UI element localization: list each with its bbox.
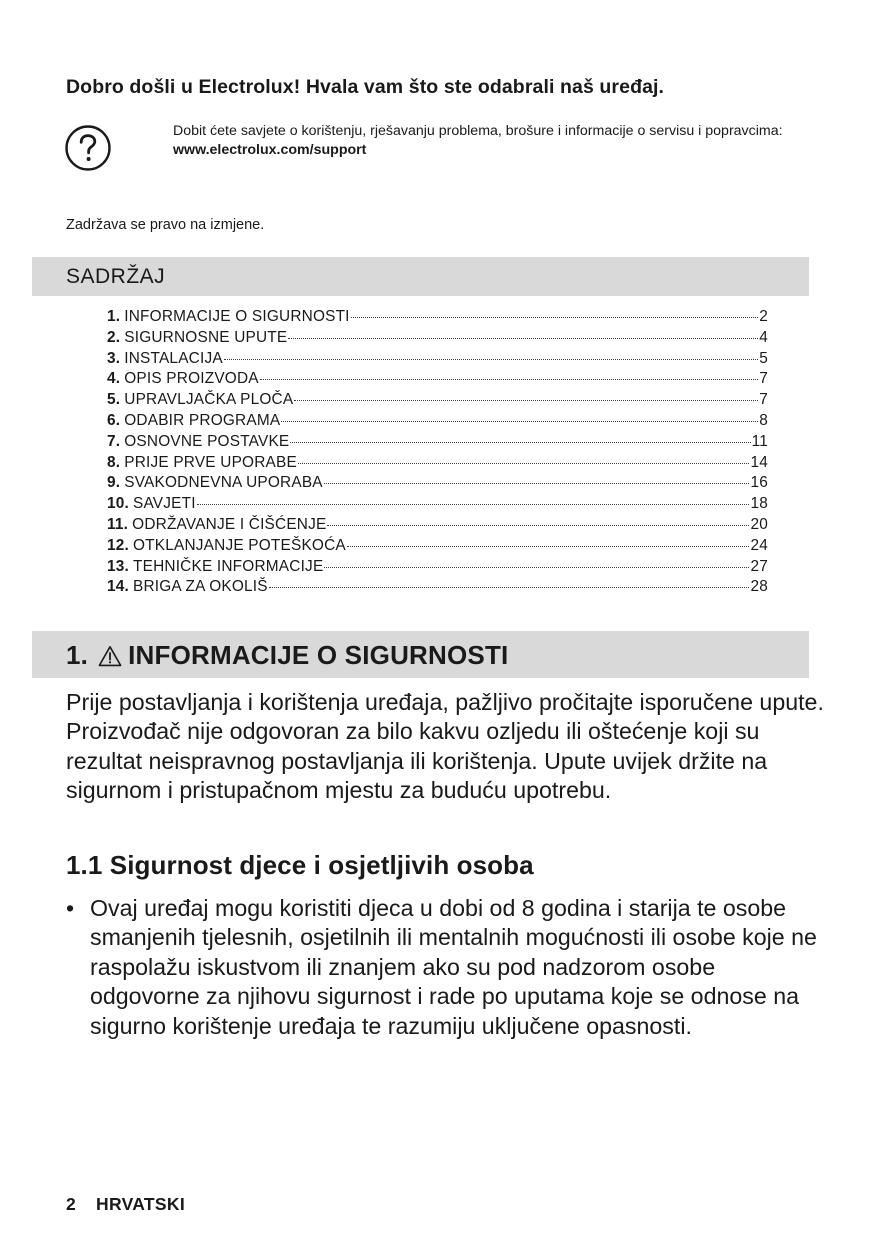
toc-dot-leader <box>324 483 750 484</box>
section-1-header-band <box>32 631 809 678</box>
toc-dot-leader <box>347 546 750 547</box>
toc-item[interactable] <box>107 308 768 329</box>
toc-dot-leader <box>351 317 759 318</box>
toc-item-label: OTKLANJANJE POTEŠKOĆA <box>133 536 346 554</box>
page-footer <box>66 1194 185 1215</box>
bullet-item <box>66 894 826 1041</box>
toc-item[interactable] <box>107 516 768 537</box>
toc-item-label: TEHNIČKE INFORMACIJE <box>133 557 324 575</box>
toc-item-page: 24 <box>750 536 768 554</box>
toc-dot-leader <box>224 359 758 360</box>
toc-item-page: 14 <box>750 453 768 471</box>
toc-item-label: OPIS PROIZVODA <box>124 370 259 388</box>
toc-item-number: 8. <box>107 453 121 471</box>
toc-item-page: 28 <box>750 578 768 596</box>
toc-item[interactable] <box>107 370 768 391</box>
toc-item-label: OSNOVNE POSTAVKE <box>124 432 290 450</box>
toc-item[interactable] <box>107 350 768 371</box>
toc-dot-leader <box>269 587 750 588</box>
toc-item[interactable] <box>107 454 768 475</box>
toc-item-label: SIGURNOSNE UPUTE <box>124 328 288 346</box>
toc-item-page: 20 <box>750 515 768 533</box>
toc-item-number: 14. <box>107 578 129 596</box>
toc-header-band <box>32 257 809 296</box>
toc-item-label: ODRŽAVANJE I ČIŠĆENJE <box>132 515 327 533</box>
toc-item-label: INSTALACIJA <box>124 349 223 367</box>
toc-item-number: 1. <box>107 308 121 325</box>
toc-dot-leader <box>298 463 750 464</box>
toc-item-number: 2. <box>107 328 121 346</box>
warning-triangle-icon <box>98 645 122 667</box>
toc-item[interactable] <box>107 391 768 412</box>
toc-item-number: 10. <box>107 495 129 513</box>
section-1-number: 1. <box>66 640 89 670</box>
question-circle-icon <box>63 123 113 173</box>
toc-item-page: 27 <box>750 557 768 575</box>
toc-item-label: UPRAVLJAČKA PLOČA <box>124 391 294 409</box>
toc-item-number: 13. <box>107 557 129 575</box>
toc-item-label: SVAKODNEVNA UPORABA <box>124 474 323 492</box>
rights-notice: Zadržava se pravo na izmjene. <box>66 217 265 233</box>
toc-item-number: 3. <box>107 349 121 367</box>
toc-item-page: 2 <box>759 308 768 325</box>
toc-item-page: 18 <box>750 495 768 513</box>
toc-item-page: 11 <box>751 432 768 450</box>
toc-dot-leader <box>197 504 750 505</box>
toc-item-number: 4. <box>107 370 121 388</box>
toc-item[interactable] <box>107 474 768 495</box>
toc-item[interactable] <box>107 495 768 516</box>
subsection-1-1-title: 1.1 Sigurnost djece i osjetljivih osoba <box>66 850 534 880</box>
toc-item[interactable] <box>107 412 768 433</box>
toc-item-page: 7 <box>759 391 768 409</box>
toc-item-number: 9. <box>107 474 121 492</box>
toc-item[interactable] <box>107 558 768 579</box>
toc-title: SADRŽAJ <box>66 265 166 288</box>
toc-item-page: 4 <box>759 328 768 346</box>
bullet-marker: • <box>66 895 75 921</box>
toc-dot-leader <box>281 421 758 422</box>
toc-item[interactable] <box>107 329 768 350</box>
toc-item-number: 12. <box>107 536 129 554</box>
toc-item-label: SAVJETI <box>133 495 196 513</box>
support-url-link[interactable]: www.electrolux.com/support <box>173 142 367 158</box>
footer-language: HRVATSKI <box>96 1194 185 1214</box>
toc-item-page: 5 <box>759 349 768 367</box>
toc-dot-leader <box>324 567 749 568</box>
toc-item-number: 7. <box>107 432 121 450</box>
toc-item[interactable] <box>107 537 768 558</box>
support-text: Dobit ćete savjete o korištenju, rješavanju problema, brošure i informacije o servisu i popravcima: <box>173 123 783 139</box>
toc-item-label: PRIJE PRVE UPORABE <box>124 453 297 471</box>
toc-dot-leader <box>290 442 750 443</box>
welcome-heading: Dobro došli u Electrolux! Hvala vam što ste odabrali naš uređaj. <box>66 76 665 98</box>
toc-dot-leader <box>288 338 758 339</box>
section-1-intro: Prije postavljanja i korištenja uređaja, pažljivo pročitajte isporučene upute. Proizvođač nije odgovoran za bilo kakvu ozljedu ili oštećenje koji su rezultat neispravnog postavljanja ili korištenja. Upute uvijek držite na sigurnom i pristupačnom mjestu za buduću upotrebu. <box>66 689 824 804</box>
toc-item-number: 11. <box>107 515 129 533</box>
section-1-title <box>66 640 508 671</box>
toc-item-page: 8 <box>759 411 768 429</box>
toc-item-label: BRIGA ZA OKOLIŠ <box>133 578 268 596</box>
toc-item-number: 6. <box>107 411 121 429</box>
toc-item-label: ODABIR PROGRAMA <box>124 411 281 429</box>
toc-dot-leader <box>260 379 758 380</box>
bullet-list <box>66 894 826 1041</box>
toc-item[interactable] <box>107 433 768 454</box>
toc-item-number: 5. <box>107 391 121 409</box>
bullet-text: Ovaj uređaj mogu koristiti djeca u dobi od 8 godina i starija te osobe smanjenih tjelesnih, osjetilnih ili mentalnih mogućnosti ili osobe koje ne raspolažu iskustvom ili znanjem ako su pod nadzorom osobe odgovorne za njihovu sigurnost i rade po uputama koje se odnose na sigurno korištenje uređaja te razumiju uključene opasnosti. <box>90 895 817 1039</box>
support-info <box>173 122 813 160</box>
toc-item-label: INFORMACIJE O SIGURNOSTI <box>124 308 350 325</box>
toc-item-page: 16 <box>750 474 768 492</box>
toc-item[interactable] <box>107 578 768 599</box>
toc-item-page: 7 <box>759 370 768 388</box>
page-number: 2 <box>66 1194 77 1214</box>
section-1-heading: INFORMACIJE O SIGURNOSTI <box>128 640 509 670</box>
toc-dot-leader <box>327 525 749 526</box>
toc-dot-leader <box>294 400 758 401</box>
table-of-contents <box>107 308 768 599</box>
